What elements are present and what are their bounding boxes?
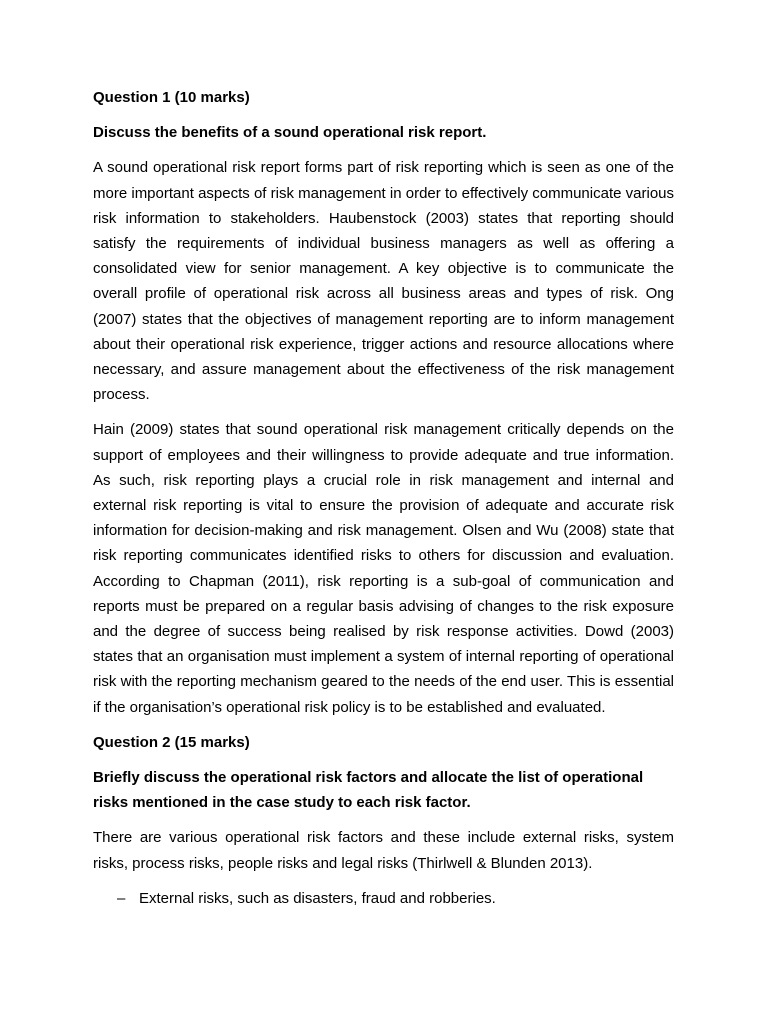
question-1-paragraph-2: Hain (2009) states that sound operational risk management critically depends on the support of employees and their willingness to provide adequate and true information. As such, risk reporting plays a crucial role in risk management and internal and external risk reporting is vital to ensure the provision of adequate and accurate risk information for decision-making and risk management. Olsen and Wu (2008) state that risk reporting communicates identified risks to others for discussion and evaluation. According to Chapman (2011), risk reporting is a sub-goal of communication and reports must be prepared on a regular basis advising of changes to the risk exposure and the degree of success being realised by risk response activities. Dowd (2003) states that an organisation must implement a system of internal reporting of operational risk with the reporting mechanism geared to the needs of the end user. This is essential if the organisation’s operational risk policy is to be established and evaluated. — [93, 421, 674, 716]
list-item — [93, 886, 674, 911]
risk-factor-list — [93, 886, 674, 911]
question-1-paragraph-1: A sound operational risk report forms part of risk reporting which is seen as one of the more important aspects of risk management in order to effectively communicate various risk information to stakeholders. Haubenstock (2003) states that reporting should satisfy the requirements of individual business managers as well as offering a consolidated view for senior management. A key objective is to communicate the overall profile of operational risk across all business areas and types of risk. Ong (2007) states that the objectives of management reporting are to inform management about their operational risk experience, trigger actions and resource allocations where necessary, and assure management about the effectiveness of the risk management process. — [93, 159, 674, 404]
question-2-prompt: Briefly discuss the operational risk factors and allocate the list of operational risks mentioned in the case study to each risk factor. — [93, 769, 644, 812]
question-2-paragraph-1: There are various operational risk factors and these include external risks, system risks, process risks, people risks and legal risks (Thirlwell & Blunden 2013). — [93, 829, 674, 872]
question-1-section — [93, 85, 674, 720]
question-2-section — [93, 730, 674, 911]
question-1-prompt: Discuss the benefits of a sound operational risk report. — [93, 124, 487, 142]
question-1-title: Question 1 (10 marks) — [93, 89, 250, 106]
question-2-title: Question 2 (15 marks) — [93, 733, 250, 751]
document-page — [93, 85, 674, 911]
list-item-text: External risks, such as disasters, fraud and robberies. — [139, 889, 496, 907]
dash-bullet-icon: – — [117, 889, 126, 907]
